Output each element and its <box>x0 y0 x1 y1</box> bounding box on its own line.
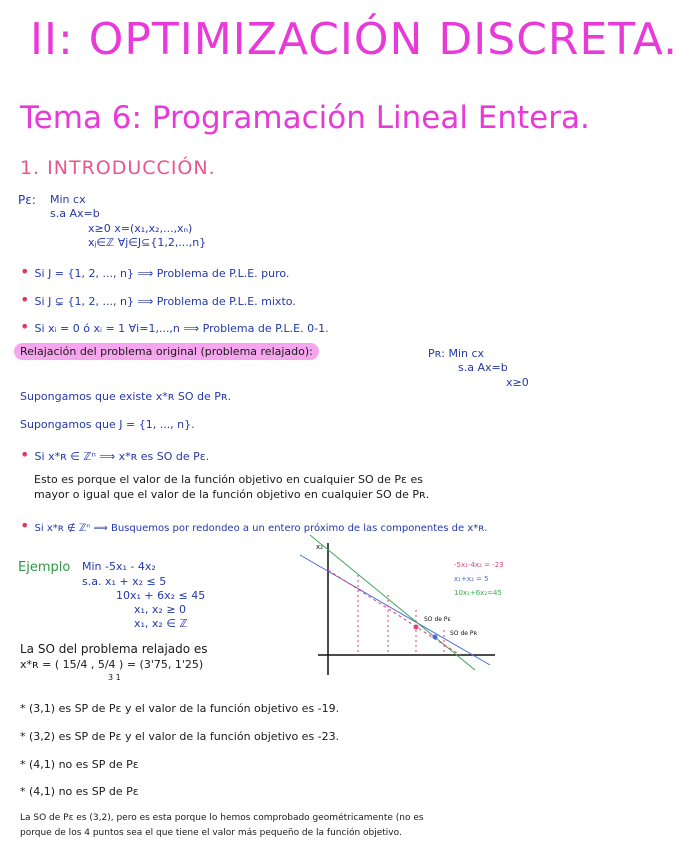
so-relax-rounding: 3 1 <box>108 673 121 682</box>
pe-line-4: xⱼ∈ℤ ∀j∈J⊆{1,2,...,n} <box>88 236 207 249</box>
example-line-5: x₁, x₂ ∈ ℤ <box>134 617 188 630</box>
highlighted-text: Relajación del problema original (problema relajado): <box>14 343 319 360</box>
pr-line-2: s.a Ax=b <box>458 361 508 374</box>
bullet-item <box>20 262 289 281</box>
final-line-1: La SO de Pε es (3,2), pero es esta porque lo hemos comprobado geométricamente (no es <box>20 813 424 823</box>
check-item: * (4,1) no es SP de Pε <box>20 785 139 798</box>
supongamos-2: Supongamos que J = {1, ..., n}. <box>20 418 195 431</box>
bullet-text: Si J = {1, 2, ..., n} ⟹ Problema de P.L.E. puro. <box>34 267 290 280</box>
bullet-dot: • <box>20 516 35 535</box>
pe-line-2: s.a Ax=b <box>50 207 100 220</box>
check-item: * (4,1) no es SP de Pε <box>20 758 139 771</box>
pe-line-1: Min cx <box>50 193 86 206</box>
pr-line-1: Pʀ: Min cx <box>428 347 485 360</box>
topic-title: Tema 6: Programación Lineal Entera. <box>20 100 590 136</box>
bullet-text: Si J ⊊ {1, 2, ..., n} ⟹ Problema de P.L.E. mixto. <box>34 295 296 308</box>
so-pe-point <box>414 625 419 630</box>
so-relax-line-2: x*ʀ = ( 15/4 , 5/4 ) = (3'75, 1'25) <box>20 658 204 671</box>
legend-constraint-2: 10x₁+6x₂=45 <box>454 589 502 597</box>
example-line-2: s.a. x₁ + x₂ ≤ 5 <box>82 575 167 588</box>
x2-axis-label: x₂ <box>316 543 323 551</box>
so-pr-label: SO de Pʀ <box>450 630 478 637</box>
explanation-line-2: mayor o igual que el valor de la función objetivo en cualquier SO de Pʀ. <box>34 488 430 501</box>
legend-constraint-1: x₁+x₂ = 5 <box>454 575 489 583</box>
bullet-item <box>20 317 329 336</box>
so-pr-point <box>433 635 438 640</box>
bullet-dot: • <box>20 445 35 464</box>
bullet-item <box>20 290 296 309</box>
pe-line-3: x≥0 x=(x₁,x₂,...,xₙ) <box>88 222 193 235</box>
bullet-dot: • <box>20 262 35 281</box>
legend-objective: -5x₁-4x₂ = -23 <box>454 561 504 569</box>
explanation-line-1: Esto es porque el valor de la función objetivo en cualquier SO de Pε es <box>34 473 423 486</box>
example-line-1: Min -5x₁ - 4x₂ <box>82 560 156 573</box>
supongamos-1: Supongamos que existe x*ʀ SO de Pʀ. <box>20 390 231 403</box>
example-label: Ejemplo <box>18 560 71 575</box>
bullet-text: Si x*ʀ ∉ ℤⁿ ⟹ Busquemos por redondeo a un entero próximo de las componentes de x*ʀ. <box>34 523 488 534</box>
feasible-region-graph <box>290 535 600 685</box>
bullet-non-integer <box>20 516 487 535</box>
so-relax-line-1: La SO del problema relajado es <box>20 642 208 656</box>
example-line-3: 10x₁ + 6x₂ ≤ 45 <box>116 589 206 602</box>
bullet-integer <box>20 445 209 464</box>
pe-label: Pε: <box>18 193 36 207</box>
bullet-text: Si xᵢ = 0 ó xᵢ = 1 ∀i=1,...,n ⟹ Problema de P.L.E. 0-1. <box>34 322 329 335</box>
relaxation-label <box>14 345 319 358</box>
so-pe-label: SO de Pε <box>424 616 451 623</box>
final-line-2: porque de los 4 puntos sea el que tiene el valor más pequeño de la función objetivo. <box>20 828 402 838</box>
bullet-text: Si x*ʀ ∈ ℤⁿ ⟹ x*ʀ es SO de Pε. <box>34 450 210 463</box>
section-heading: 1. INTRODUCCIÓN. <box>20 157 216 179</box>
example-line-4: x₁, x₂ ≥ 0 <box>134 603 187 616</box>
page-title: II: OPTIMIZACIÓN DISCRETA. <box>30 14 678 65</box>
check-item: * (3,1) es SP de Pε y el valor de la función objetivo es -19. <box>20 702 340 715</box>
bullet-dot: • <box>20 290 35 309</box>
check-item: * (3,2) es SP de Pε y el valor de la función objetivo es -23. <box>20 730 340 743</box>
pr-line-3: x≥0 <box>506 376 529 389</box>
bullet-dot: • <box>20 317 35 336</box>
